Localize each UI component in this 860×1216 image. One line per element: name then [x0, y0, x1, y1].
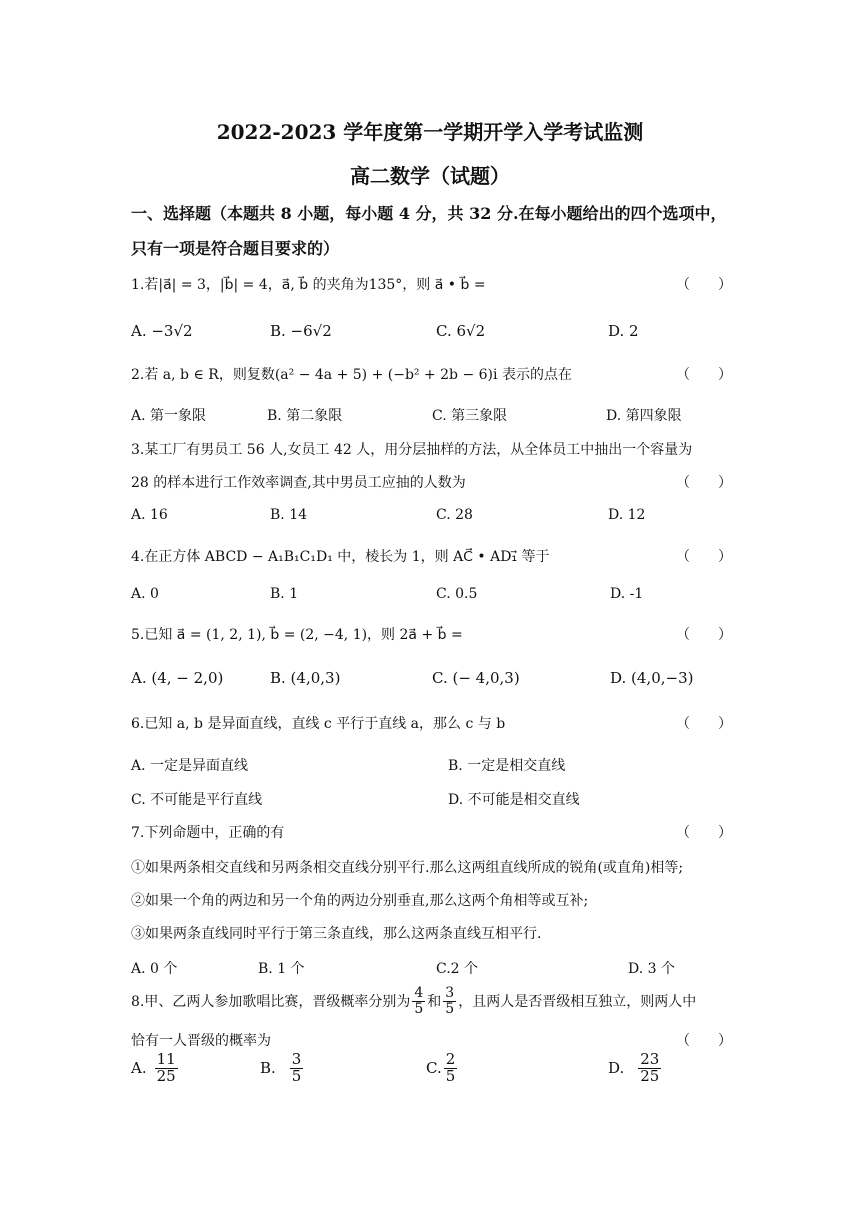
- q5-option-d: D. (4,0,−3): [610, 669, 694, 687]
- q7-statement-3: ③如果两条直线同时平行于第三条直线，那么这两条直线互相平行.: [131, 926, 542, 942]
- q7-option-b: B. 1 个: [258, 961, 305, 977]
- q8-option-c-fraction: [444, 1052, 458, 1085]
- q7-option-d: D. 3 个: [628, 961, 675, 977]
- q8-fraction-2: [443, 986, 456, 1016]
- question-1-stem: 1.若|a⃗| = 3，|b⃗| = 4，a⃗, b⃗ 的夹角为135°，则 a⃗ • b⃗ =: [131, 277, 486, 293]
- q8-option-a-den: 25: [156, 1066, 176, 1085]
- q8-fraction-1: [412, 986, 425, 1016]
- q8-option-c-num: 2: [445, 1050, 456, 1068]
- question-2-stem: 2.若 a, b ∈ R，则复数(a² − 4a + 5) + (−b² + 2b − 6)i 表示的点在: [131, 367, 572, 383]
- q8-fraction-2-num: 3: [445, 985, 455, 1001]
- q2-option-d: D. 第四象限: [606, 408, 682, 424]
- q8-fraction-1-num: 4: [414, 985, 424, 1001]
- q8-option-b: [260, 1052, 305, 1085]
- q7-statement-2: ②如果一个角的两边和另一个角的两边分别垂直,那么这两个角相等或互补;: [131, 893, 589, 909]
- q1-option-b: B. −6√2: [270, 322, 332, 340]
- q5-option-b: B. (4,0,3): [270, 669, 341, 687]
- q2-option-c: C. 第三象限: [432, 408, 508, 424]
- q8-option-c-den: 5: [445, 1066, 456, 1085]
- q4-option-d: D. -1: [610, 586, 644, 602]
- exam-title: 2022-2023 学年度第一学期开学入学考试监测: [216, 120, 644, 144]
- q8-option-b-num: 3: [291, 1050, 302, 1068]
- q8-option-d: [608, 1052, 663, 1085]
- q1-option-c: C. 6√2: [436, 322, 486, 340]
- q1-option-a: A. −3√2: [131, 322, 193, 340]
- question-3-stem-line1: 3.某工厂有男员工 56 人,女员工 42 人，用分层抽样的方法，从全体员工中抽出一个容量为: [131, 442, 693, 458]
- q8-option-c-label: C.: [426, 1059, 442, 1078]
- q3-option-d: D. 12: [608, 507, 646, 523]
- q8-stem-pre: 8.甲、乙两人参加歌唱比赛，晋级概率分别为: [131, 994, 411, 1011]
- q5-option-a: A. (4, − 2,0): [131, 669, 224, 687]
- q8-stem-post: ，且两人是否晋级相互独立，则两人中: [458, 994, 697, 1011]
- exam-subtitle: 高二数学（试题）: [350, 164, 510, 188]
- section-heading-line1: 一、选择题（本题共 8 小题，每小题 4 分，共 32 分.在每小题给出的四个选项中，: [131, 204, 727, 223]
- q6-option-d: D. 不可能是相交直线: [448, 792, 580, 808]
- q6-option-c: C. 不可能是平行直线: [131, 792, 263, 808]
- question-8-stem-line2: 恰有一人晋级的概率为: [131, 1033, 271, 1049]
- q3-option-b: B. 14: [270, 507, 308, 523]
- q8-option-a-num: 11: [156, 1050, 176, 1068]
- q2-option-b: B. 第二象限: [267, 408, 343, 424]
- q8-option-a-label: A.: [131, 1059, 147, 1078]
- q4-option-a: A. 0: [131, 586, 159, 602]
- question-3-stem-line2: 28 的样本进行工作效率调查,其中男员工应抽的人数为: [131, 475, 466, 491]
- q1-option-d: D. 2: [608, 322, 639, 340]
- question-5-stem: 5.已知 a⃗ = (1, 2, 1), b⃗ = (2, −4, 1)，则 2a⃗ + b⃗ =: [131, 627, 463, 643]
- q8-option-d-fraction: [638, 1052, 661, 1085]
- q2-option-a: A. 第一象限: [131, 408, 207, 424]
- q5-option-c: C. (− 4,0,3): [432, 669, 520, 687]
- answer-blank-7: （ ）: [676, 825, 732, 841]
- section-heading-line2: 只有一项是符合题目要求的）: [131, 239, 340, 258]
- q3-option-c: C. 28: [436, 507, 473, 523]
- q7-option-a: A. 0 个: [131, 961, 178, 977]
- answer-blank-2: （ ）: [676, 367, 732, 383]
- q8-and: 和: [427, 994, 442, 1011]
- q8-option-d-den: 25: [640, 1066, 660, 1085]
- answer-blank-4: （ ）: [676, 549, 732, 565]
- q8-option-d-label: D.: [608, 1059, 625, 1078]
- answer-blank-8: （ ）: [676, 1033, 732, 1049]
- q8-fraction-2-den: 5: [445, 1000, 455, 1017]
- question-6-stem: 6.已知 a, b 是异面直线，直线 c 平行于直线 a，那么 c 与 b: [131, 716, 506, 732]
- q8-option-d-num: 23: [640, 1050, 660, 1068]
- question-8-stem: [131, 986, 696, 1016]
- q8-option-b-den: 5: [291, 1066, 302, 1085]
- q8-option-a: [131, 1052, 180, 1085]
- q7-option-c: C.2 个: [436, 961, 479, 977]
- q7-statement-1: ①如果两条相交直线和另两条相交直线分别平行.那么这两组直线所成的锐角(或直角)相等;: [131, 860, 684, 876]
- answer-blank-3: （ ）: [676, 475, 732, 491]
- q8-option-b-fraction: [290, 1052, 304, 1085]
- q8-option-c: [426, 1052, 459, 1085]
- q8-option-a-fraction: [155, 1052, 178, 1085]
- q4-option-c: C. 0.5: [436, 586, 478, 602]
- q6-option-a: A. 一定是异面直线: [131, 758, 249, 774]
- q6-option-b: B. 一定是相交直线: [448, 758, 566, 774]
- q8-option-b-label: B.: [260, 1059, 276, 1078]
- answer-blank-6: （ ）: [676, 716, 732, 732]
- q4-option-b: B. 1: [270, 586, 299, 602]
- answer-blank-5: （ ）: [676, 627, 732, 643]
- answer-blank-1: （ ）: [676, 277, 732, 293]
- q8-fraction-1-den: 5: [414, 1000, 424, 1017]
- q3-option-a: A. 16: [131, 507, 168, 523]
- question-7-stem: 7.下列命题中，正确的有: [131, 825, 285, 841]
- question-4-stem: 4.在正方体 ABCD − A₁B₁C₁D₁ 中，棱长为 1，则 AC⃗ • AD₁⃗ 等于: [131, 549, 550, 565]
